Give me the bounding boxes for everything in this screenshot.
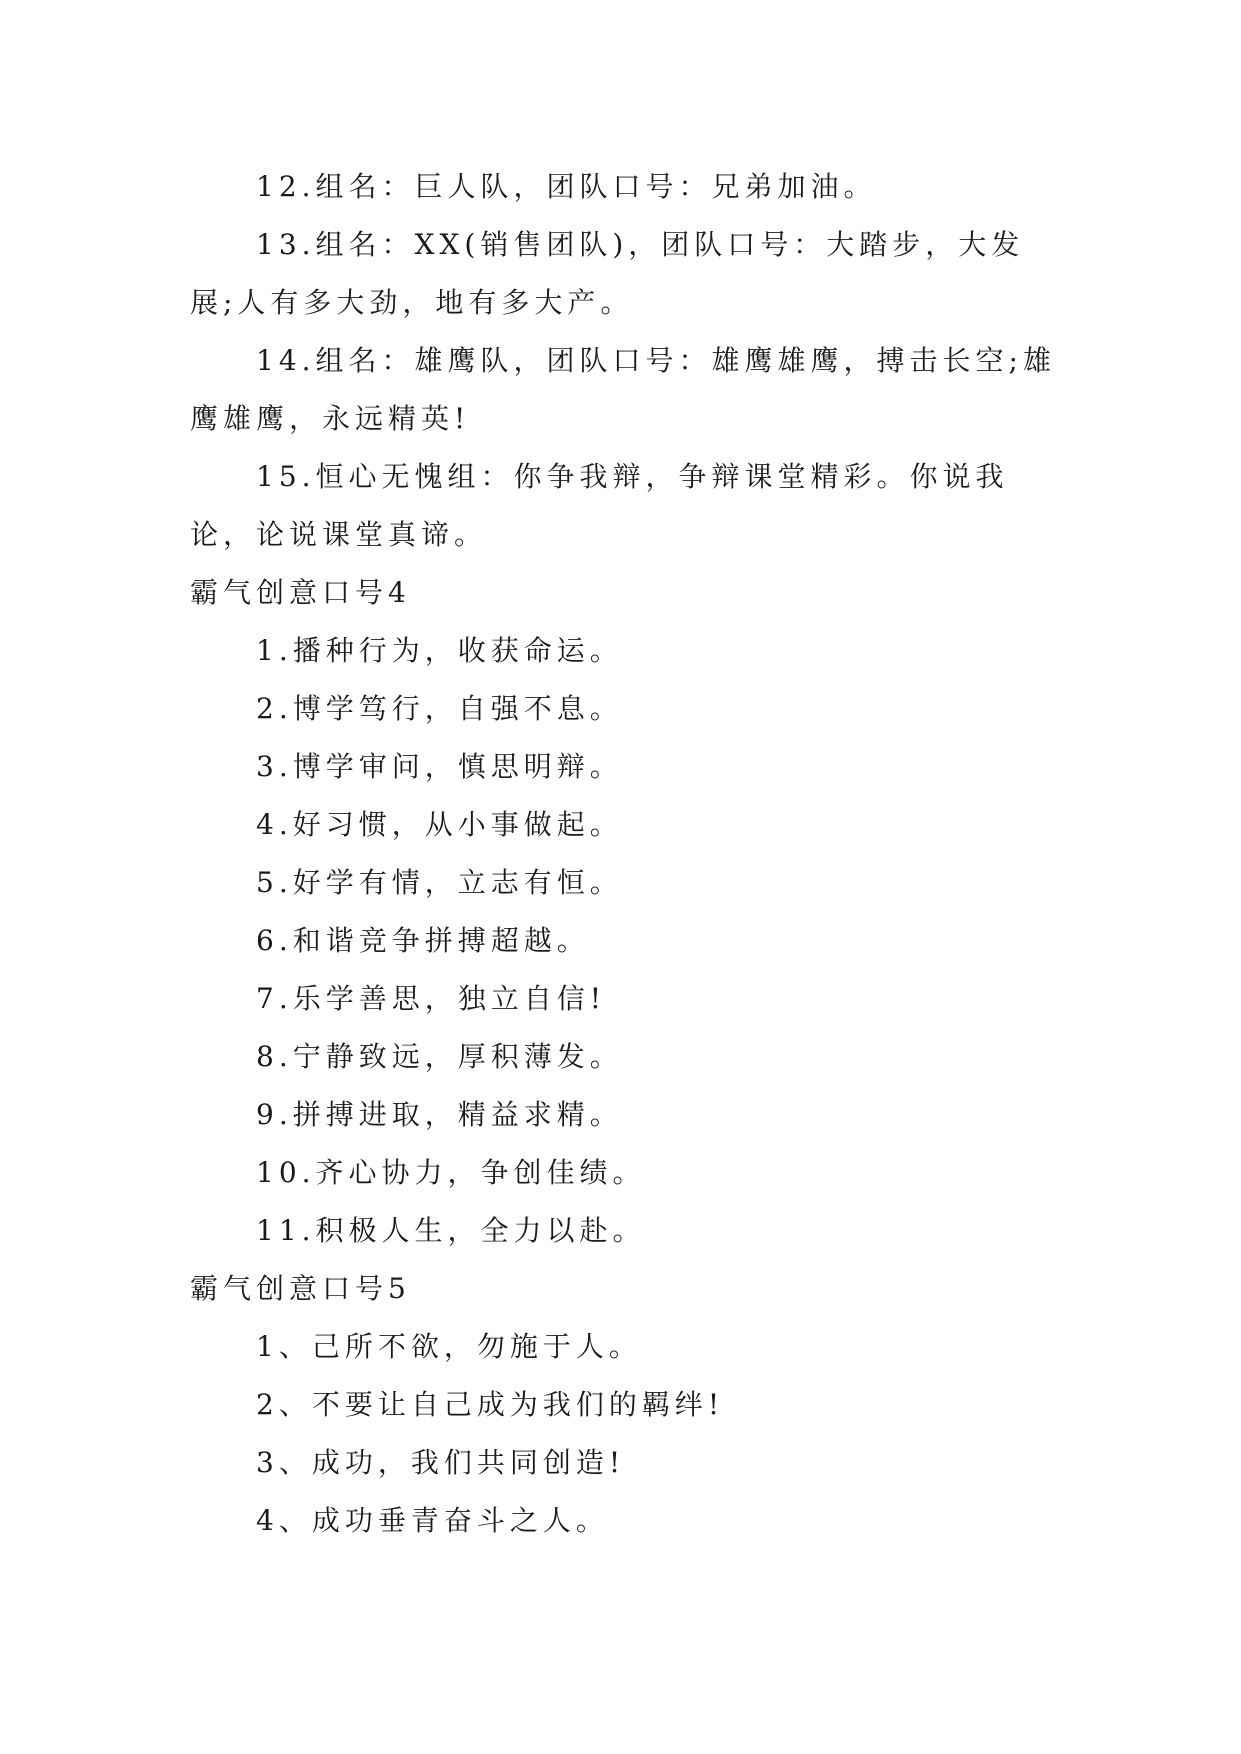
slogan-item: 3、成功，我们共同创造!: [256, 1446, 626, 1479]
slogan-item: 1.播种行为，收获命运。: [256, 634, 623, 667]
slogan-item: 15.恒心无愧组：你争我辩，争辩课堂精彩。你说我论，论说课堂真谛。: [190, 460, 1009, 551]
slogan-item: 7.乐学善思，独立自信!: [256, 982, 606, 1015]
slogan-item: 11.积极人生，全力以赴。: [256, 1214, 646, 1247]
slogan-item: 1、己所不欲，勿施于人。: [256, 1330, 642, 1363]
slogan-item: 2.博学笃行，自强不息。: [256, 692, 623, 725]
slogan-item: 3.博学审问，慎思明辩。: [256, 750, 623, 783]
slogan-item: 4、成功垂青奋斗之人。: [256, 1504, 609, 1537]
slogan-item: 12.组名：巨人队，团队口号：兄弟加油。: [256, 170, 877, 203]
slogan-item: 2、不要让自己成为我们的羁绊!: [256, 1388, 725, 1421]
section-heading: 霸气创意口号5: [190, 1272, 411, 1305]
slogan-item: 9.拼搏进取，精益求精。: [256, 1098, 623, 1131]
document-page: [190, 158, 1060, 1550]
slogan-item: 4.好习惯，从小事做起。: [256, 808, 623, 841]
slogan-item: 6.和谐竞争拼搏超越。: [256, 924, 590, 957]
section-heading: 霸气创意口号4: [190, 576, 411, 609]
slogan-item: 8.宁静致远，厚积薄发。: [256, 1040, 623, 1073]
slogan-item: 5.好学有情，立志有恒。: [256, 866, 623, 899]
slogan-item: 14.组名：雄鹰队，团队口号：雄鹰雄鹰，搏击长空;雄鹰雄鹰，永远精英!: [190, 344, 1056, 435]
slogan-item: 13.组名：XX(销售团队)，团队口号：大踏步，大发展;人有多大劲，地有多大产。: [190, 228, 1025, 319]
slogan-item: 10.齐心协力，争创佳绩。: [256, 1156, 646, 1189]
